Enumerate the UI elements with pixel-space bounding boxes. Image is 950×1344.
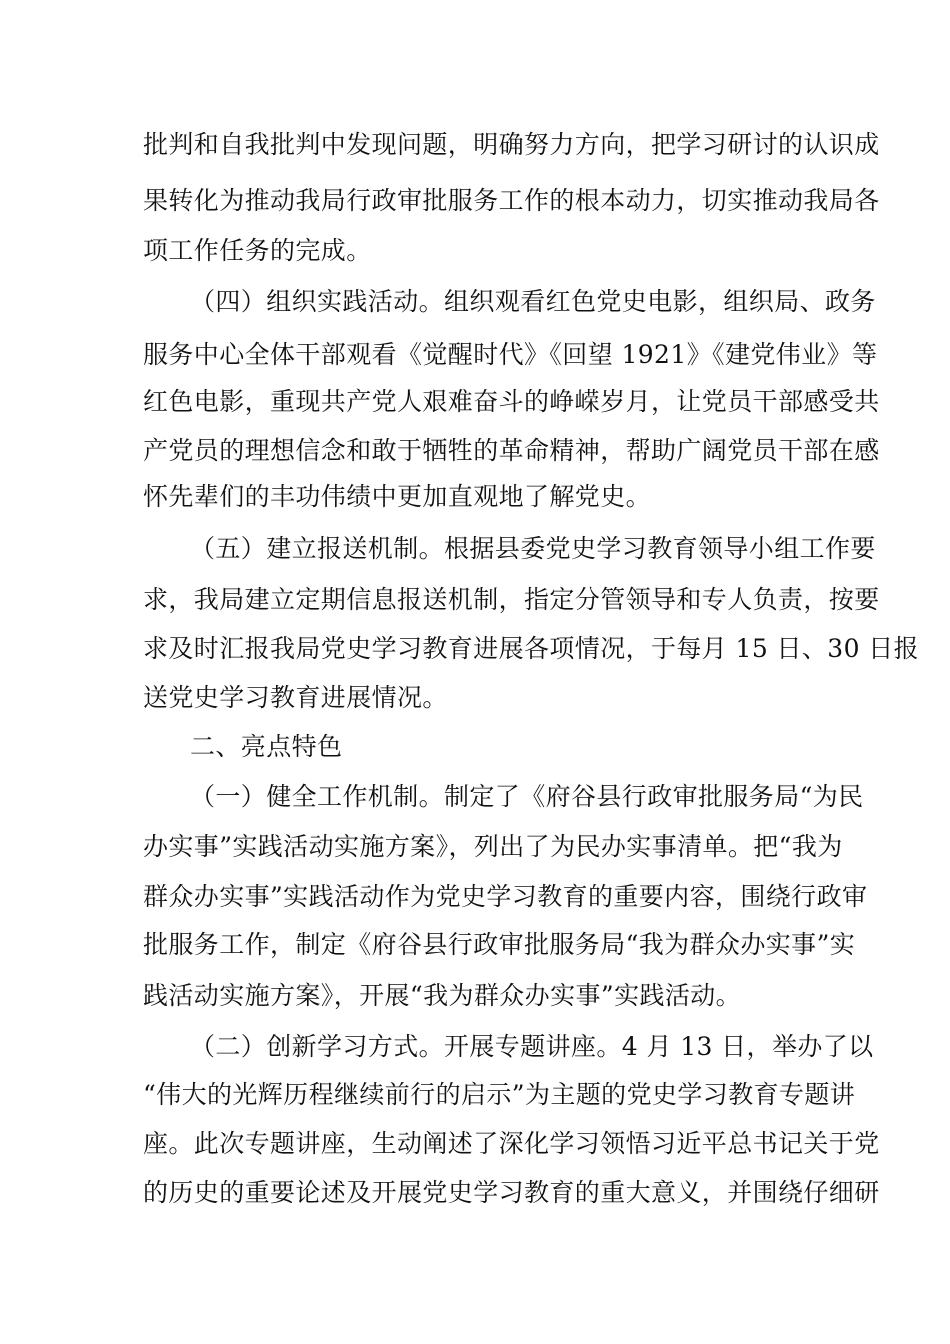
paragraph-start-line: （二）创新学习方式。开展专题讲座。4 月 13 日，举办了以	[190, 1032, 874, 1061]
text-line: 红色电影，重现共产党人艰难奋斗的峥嵘岁月，让党员干部感受共	[143, 387, 880, 416]
section-heading: 二、亮点特色	[190, 732, 343, 761]
text-line: 怀先辈们的丰功伟绩中更加直观地了解党史。	[143, 482, 652, 511]
text-line: 座。此次专题讲座，生动阐述了深化学习领悟习近平总书记关于党	[143, 1129, 880, 1158]
paragraph-start-line: （一）健全工作机制。制定了《府谷县行政审批服务局“为民	[190, 782, 864, 811]
text-line: 项工作任务的完成。	[143, 236, 372, 265]
text-line: 服务中心全体干部观看《觉醒时代》《回望 1921》《建党伟业》等	[143, 340, 878, 369]
text-line: 产党员的理想信念和敢于牺牲的革命精神，帮助广阔党员干部在感	[143, 436, 880, 465]
text-line: 求及时汇报我局党史学习教育进展各项情况，于每月 15 日、30 日报	[143, 634, 920, 663]
paragraph-start-line: （五）建立报送机制。根据县委党史学习教育领导小组工作要	[190, 534, 876, 563]
text-line: 批服务工作，制定《府谷县行政审批服务局“我为群众办实事”实	[143, 930, 856, 959]
text-line: 的历史的重要论述及开展党史学习教育的重大意义，并围绕仔细研	[143, 1178, 880, 1207]
text-line: 求，我局建立定期信息报送机制，指定分管领导和专人负责，按要	[143, 585, 880, 614]
paragraph-start-line: （四）组织实践活动。组织观看红色党史电影，组织局、政务	[190, 287, 876, 316]
text-line: 践活动实施方案》，开展“我为群众办实事”实践活动。	[143, 981, 742, 1010]
text-line: 群众办实事”实践活动作为党史学习教育的重要内容，围绕行政审	[143, 882, 868, 911]
text-line: 果转化为推动我局行政审批服务工作的根本动力，切实推动我局各	[143, 186, 880, 215]
text-line: 批判和自我批判中发现问题，明确努力方向，把学习研讨的认识成	[143, 130, 880, 159]
text-line: 送党史学习教育进展情况。	[143, 683, 448, 712]
text-line: 办实事”实践活动实施方案》，列出了为民办实事清单。把“我为	[143, 832, 843, 861]
text-line: “伟大的光辉历程继续前行的启示”为主题的党史学习教育专题讲	[143, 1080, 856, 1109]
